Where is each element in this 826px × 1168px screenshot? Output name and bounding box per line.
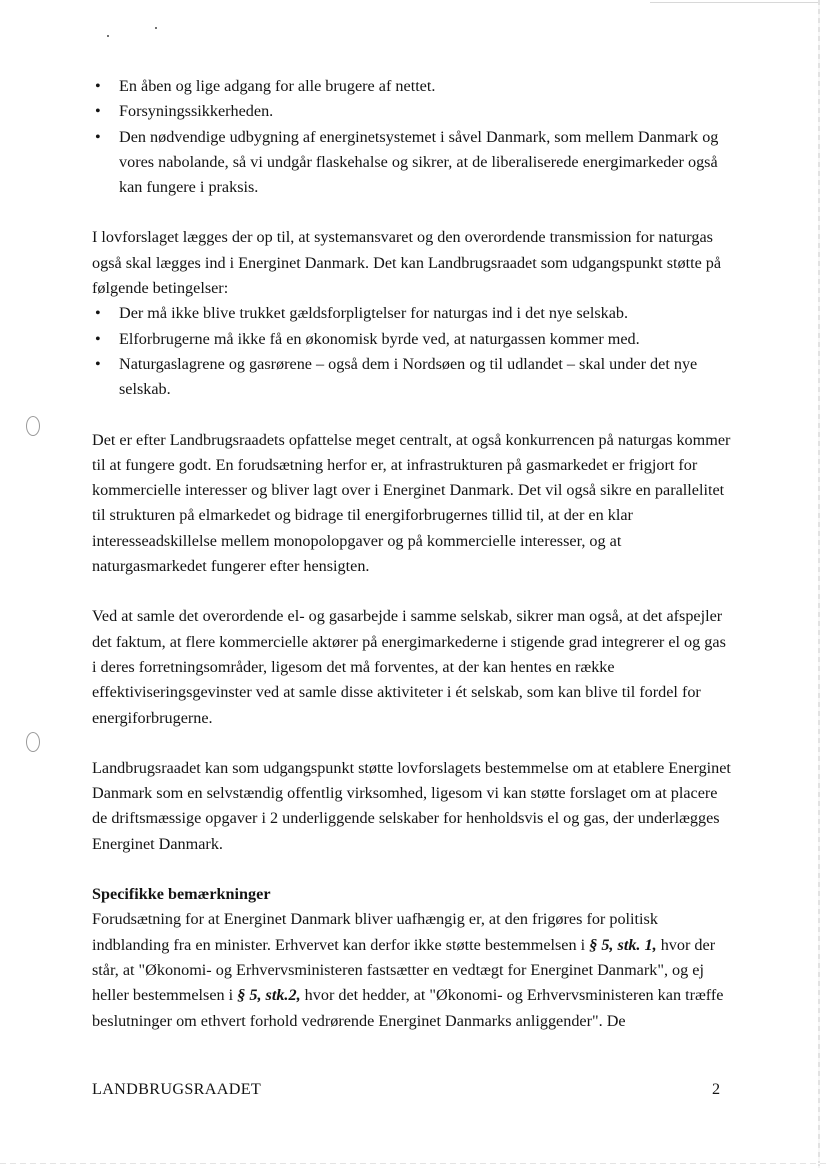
paragraph-samle: Ved at samle det overordende el- og gasarbejde i samme selskab, sikrer man også, at det afspejler det faktum, at flere kommercielle aktører på energimarkederne i stigende grad integrerer el og gas i deres forretningsområder, ligesom det må forventes, at der kan hentes en række effektiviseringsgevinster ved at samle disse aktiviteter i ét selskab, som kan blive til fordel for energiforbrugerne.	[92, 607, 726, 727]
section-heading: Specifikke bemærkninger	[92, 885, 271, 904]
text-run: hvor det hedder, at "Økonomi- og Erhvervsministeren kan træffe beslutninger om ethvert forhold vedrørende Energinet Danmarks anliggender". De	[92, 986, 724, 1030]
list-item: • Forsyningssikkerheden.	[92, 99, 732, 124]
text-run: Forudsætning for at Energinet Danmark bliver uafhængig er, at den frigøres for politisk indblanding fra en minister. Erhvervet kan derfor ikke støtte bestemmelsen i	[92, 910, 658, 954]
legal-reference: § 5, stk. 1,	[589, 935, 657, 954]
list-item: • Elforbrugerne må ikke få en økonomisk byrde ved, at naturgassen kommer med.	[92, 327, 732, 352]
page-edge-right	[818, 0, 820, 1168]
text-run: hvor der står, at "Økonomi- og Erhvervsministeren fastsætter en vedtægt for Energinet Danmark", og ej heller bestemmelsen i	[92, 935, 716, 1005]
footer-organization: LANDBRUGSRAADET	[92, 1080, 262, 1098]
requirements-list	[92, 74, 732, 200]
paragraph-selvstaendig: Landbrugsraadet kan som udgangspunkt støtte lovforslagets bestemmelse om at etablere Energinet Danmark som en selvstændig offentlig virksomhed, ligesom vi kan støtte forslaget om at placere de driftsmæssige opgaver i 2 underliggende selskaber for henholdsvis el og gas, der underlægges Energinet Danmark.	[92, 758, 731, 853]
document-body	[92, 74, 732, 1034]
paragraph-lovforslag: I lovforslaget lægges der op til, at systemansvaret og den overordende transmission for naturgas også skal lægges ind i Energinet Danmark. Det kan Landbrugsraadet som udgangspunkt støtte på følgende betingelser:	[92, 228, 722, 298]
punch-hole-lower	[26, 732, 40, 752]
list-item: • Den nødvendige udbygning af energinetsystemet i såvel Danmark, som mellem Danmark og vores nabolande, så vi undgår flaskehalse og sikrer, at de liberaliserede energimarkeder også kan fungere i praksis.	[92, 125, 732, 201]
legal-reference: § 5, stk.2,	[237, 986, 301, 1005]
list-item: • En åben og lige adgang for alle brugere af nettet.	[92, 74, 732, 99]
scan-speck	[107, 35, 109, 37]
conditions-list	[92, 301, 732, 402]
list-item: • Naturgaslagrene og gasrørene – også dem i Nordsøen og til udlandet – skal under det nye selskab.	[92, 352, 732, 403]
page-number: 2	[712, 1080, 721, 1098]
punch-hole-upper	[26, 416, 40, 436]
scan-speck	[155, 27, 157, 29]
page-edge-top	[650, 2, 820, 3]
list-item: • Der må ikke blive trukket gældsforpligtelser for naturgas ind i det nye selskab.	[92, 301, 732, 326]
paragraph-specifikke	[92, 907, 732, 1033]
page-edge-bottom	[0, 1163, 826, 1164]
paragraph-konkurrence: Det er efter Landbrugsraadets opfattelse meget centralt, at også konkurrencen på naturgas kommer til at fungere godt. En forudsætning herfor er, at infrastrukturen på gasmarkedet er frigjort for kommercielle interesser og bliver lagt over i Energinet Danmark. Det vil også sikre en parallelitet til strukturen på elmarkedet og bidrage til energiforbrugernes tillid til, at der en klar interesseadskillelse mellem monopolopgaver og på kommercielle interesser, og at naturgasmarkedet fungerer efter hensigten.	[92, 430, 731, 576]
